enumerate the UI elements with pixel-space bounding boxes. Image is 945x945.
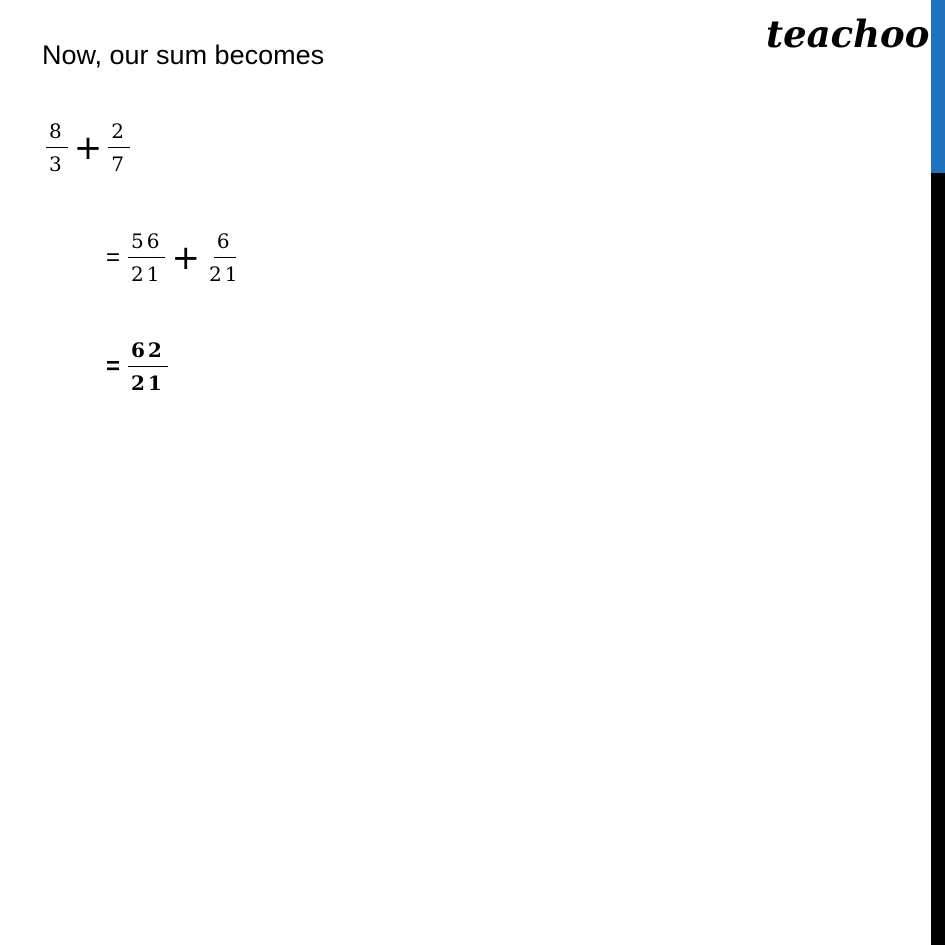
- fraction-62-21-result: [128, 340, 168, 393]
- plus-operator: +: [73, 127, 103, 168]
- sidebar-bar: [931, 0, 945, 945]
- numerator: 2: [108, 121, 130, 148]
- denominator: 21: [131, 371, 165, 395]
- equals-sign: =: [106, 243, 121, 271]
- numerator: 62: [128, 340, 168, 367]
- fraction-8-3: [46, 121, 68, 174]
- fraction-56-21: [128, 231, 165, 284]
- numerator: 8: [46, 121, 68, 148]
- numerator: 56: [128, 231, 165, 258]
- expression-line-1: [46, 121, 130, 174]
- denominator: 21: [131, 262, 163, 286]
- teachoo-logo: teachoo: [766, 12, 930, 56]
- expression-line-3: [106, 340, 168, 393]
- plus-operator: +: [171, 237, 200, 278]
- denominator: 3: [49, 152, 65, 176]
- sidebar-accent: [931, 0, 945, 173]
- denominator: 21: [208, 262, 241, 286]
- equals-sign: =: [106, 352, 121, 380]
- heading-text: Now, our sum becomes: [42, 40, 325, 70]
- numerator: 6: [214, 231, 236, 258]
- denominator: 7: [111, 152, 127, 176]
- fraction-2-7: [108, 121, 130, 174]
- expression-line-2: [106, 231, 243, 284]
- fraction-6-21: [206, 231, 243, 284]
